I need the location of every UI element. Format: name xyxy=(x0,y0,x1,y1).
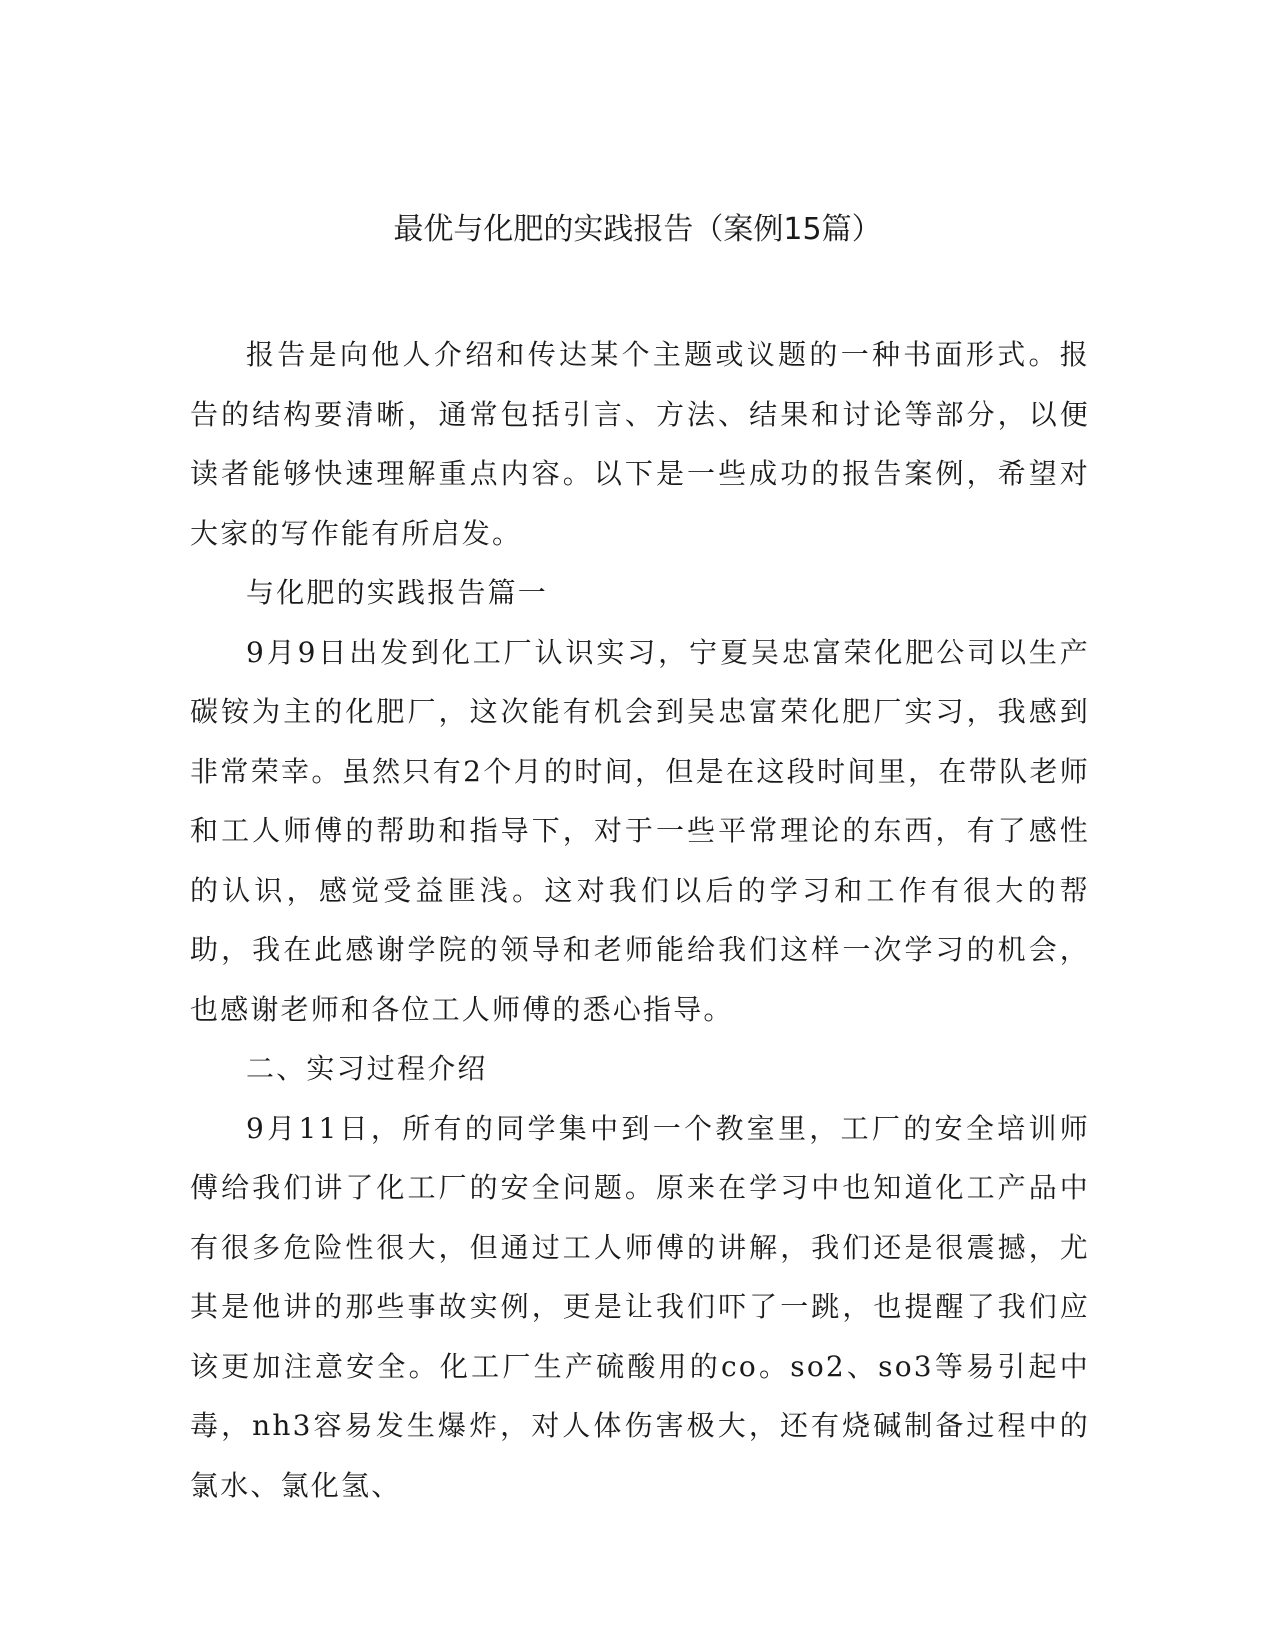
document-body xyxy=(190,325,1090,1515)
body-paragraph: 9月11日，所有的同学集中到一个教室里，工厂的安全培训师傅给我们讲了化工厂的安全问题。原来在学习中也知道化工产品中有很多危险性很大，但通过工人师傅的讲解，我们还是很震撼，尤其是他讲的那些事故实例，更是让我们吓了一跳，也提醒了我们应该更加注意安全。化工厂生产硫酸用的co。so2、so3等易引起中毒，nh3容易发生爆炸，对人体伤害极大，还有烧碱制备过程中的氯水、氯化氢、 xyxy=(190,1111,1090,1502)
body-paragraph: 9月9日出发到化工厂认识实习，宁夏吴忠富荣化肥公司以生产碳铵为主的化肥厂，这次能有机会到吴忠富荣化肥厂实习，我感到非常荣幸。虽然只有2个月的时间，但是在这段时间里，在带队老师和工人师傅的帮助和指导下，对于一些平常理论的东西，有了感性的认识，感觉受益匪浅。这对我们以后的学习和工作有很大的帮助，我在此感谢学院的领导和老师能给我们这样一次学习的机会，也感谢老师和各位工人师傅的悉心指导。 xyxy=(190,635,1090,1026)
section-heading-part-one: 与化肥的实践报告篇一 xyxy=(246,576,549,609)
document-title: 最优与化肥的实践报告（案例15篇） xyxy=(393,212,882,247)
intro-paragraph: 报告是向他人介绍和传达某个主题或议题的一种书面形式。报告的结构要清晰，通常包括引言、方法、结果和讨论等部分，以便读者能够快速理解重点内容。以下是一些成功的报告案例，希望对大家的写作能有所启发。 xyxy=(190,338,1090,550)
section-heading-practice-process: 二、实习过程介绍 xyxy=(246,1052,488,1085)
